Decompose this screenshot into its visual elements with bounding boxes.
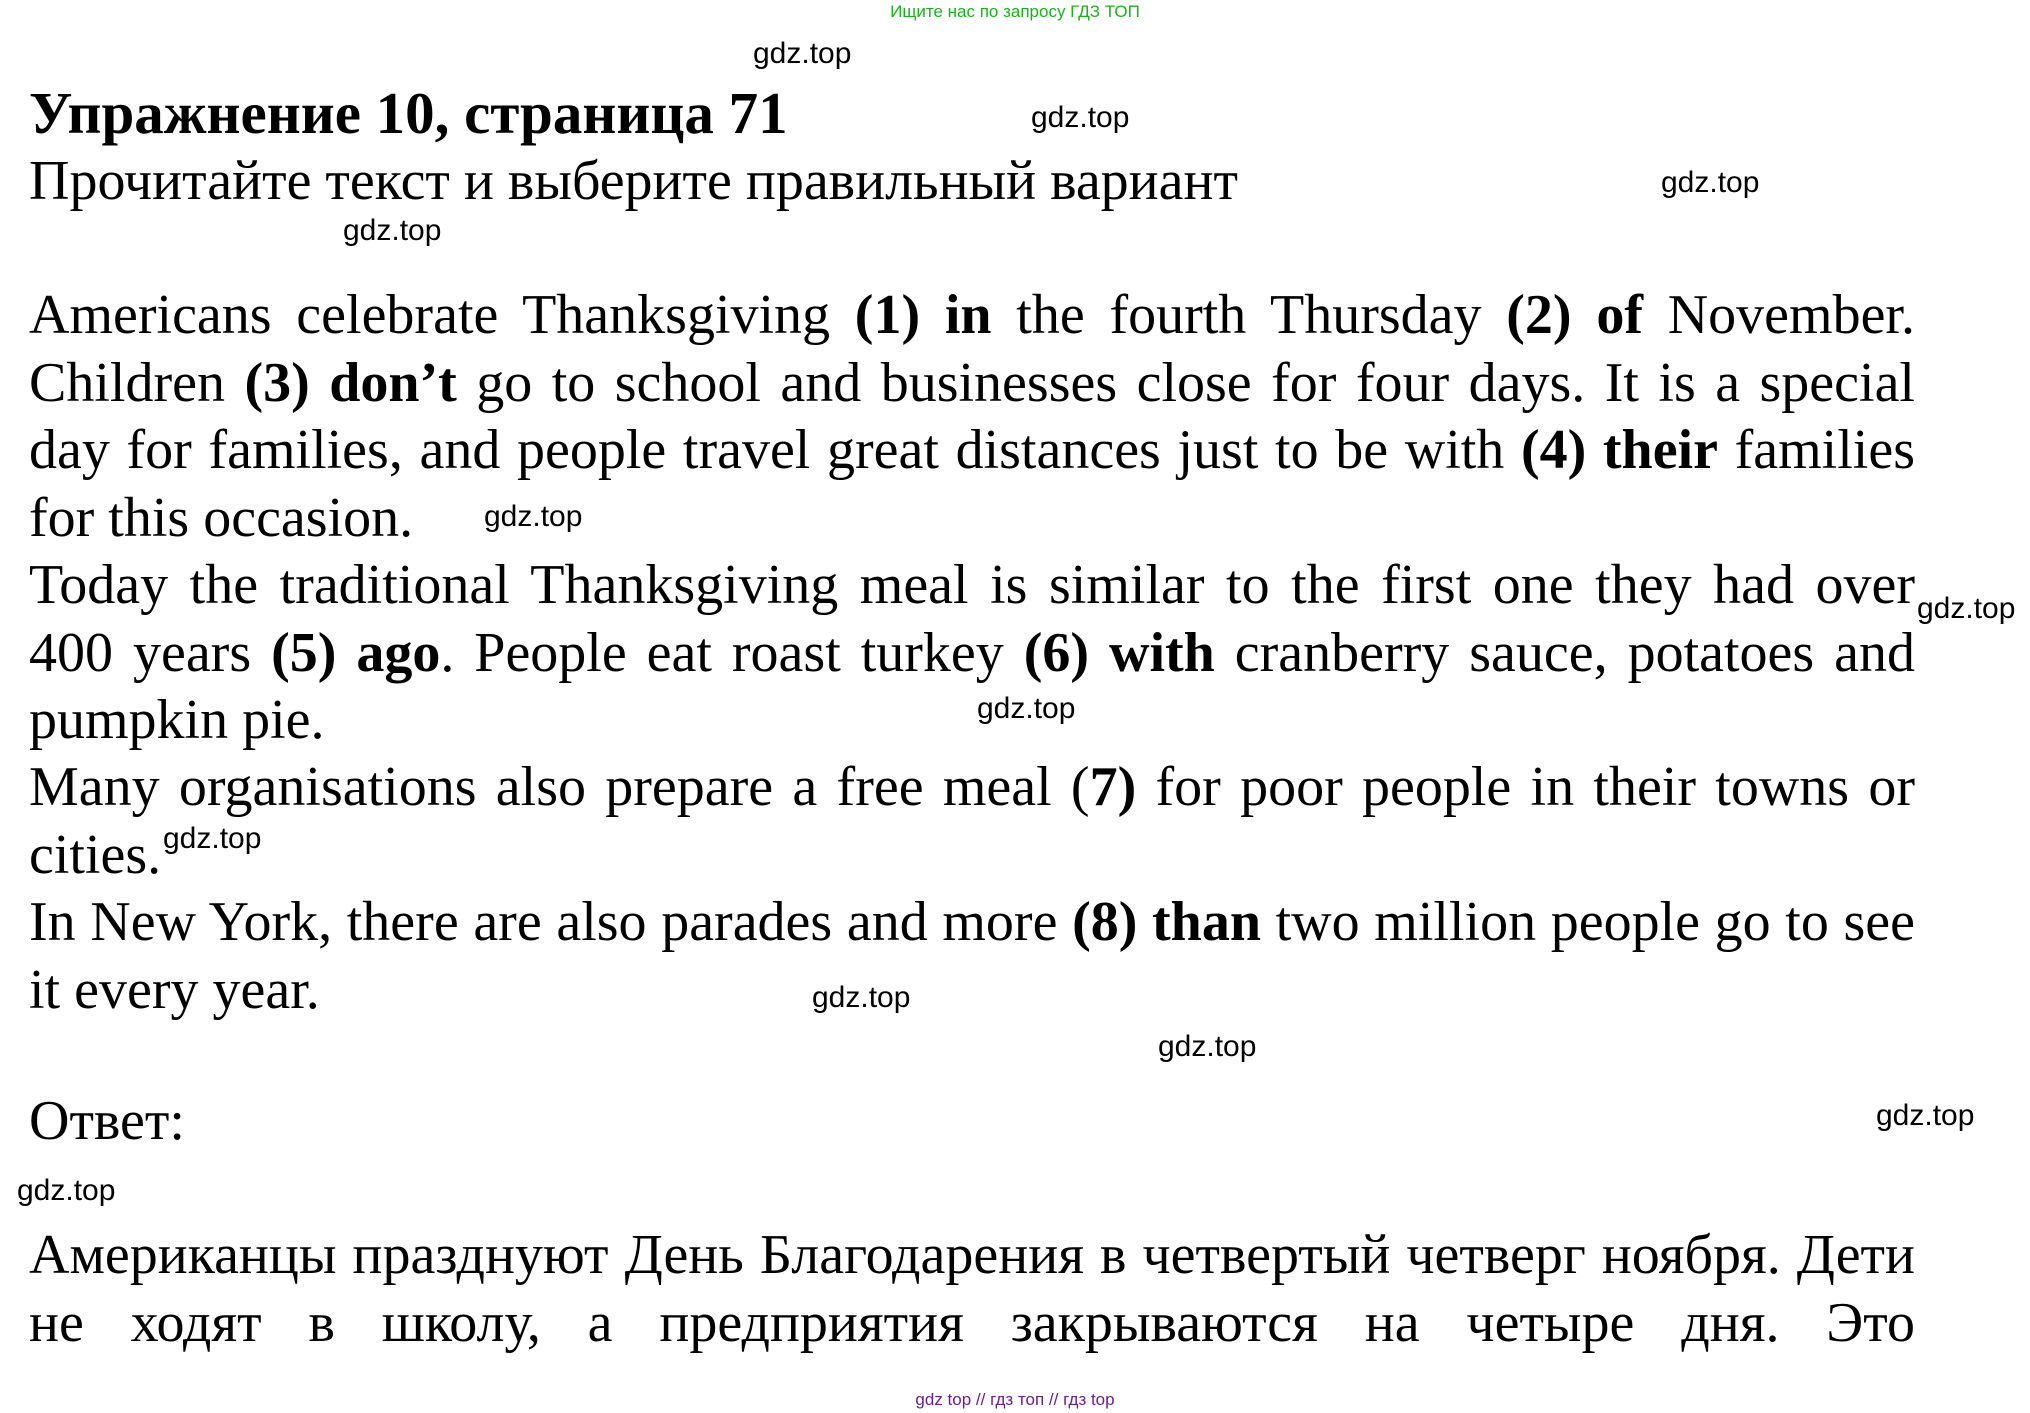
- watermark: gdz.top: [1031, 101, 1130, 134]
- watermark: gdz.top: [812, 981, 911, 1014]
- answer-8: (8) than: [1072, 891, 1261, 953]
- watermark: gdz.top: [343, 214, 442, 247]
- answer-3: (3) don’t: [244, 351, 457, 414]
- top-banner-link[interactable]: Ищите нас по запросу ГДЗ ТОП: [890, 2, 1140, 21]
- answer-1: (1) in: [854, 284, 992, 346]
- answer-5: (5) ago: [271, 621, 441, 684]
- watermark: gdz.top: [1917, 592, 2016, 625]
- translation-text: Американцы празднуют День Благодарения в четвертый четверг ноября. Дети не ходят в школу, а предприятия закрываются на четыре дня. Это: [29, 1224, 1915, 1354]
- text-paragraph-4: In New York, there are also parades and more (8) than two million people go to see it every year.: [29, 891, 1916, 1021]
- watermark: gdz.top: [484, 500, 583, 533]
- text-paragraph-3: Many organisations also prepare a free meal (7) for poor people in their towns or cities.: [29, 756, 1915, 886]
- footer-links[interactable]: gdz top // гдз топ // гдз top: [915, 1390, 1115, 1409]
- exercise-instruction: Прочитайте текст и выберите правильный вариант: [29, 150, 1238, 212]
- exercise-title: Упражнение 10, страница 71: [29, 80, 788, 146]
- watermark: gdz.top: [1876, 1099, 1975, 1132]
- watermark: gdz.top: [17, 1174, 116, 1207]
- answer-6: (6) with: [1023, 621, 1215, 684]
- text-paragraph-2: Today the traditional Thanksgiving meal is similar to the first one they had over 400 years (5) ago. People eat roast turkey (6) with cranberry sauce, potatoes and pumpkin pie.: [29, 554, 1916, 751]
- watermark: gdz.top: [1158, 1030, 1257, 1063]
- watermark: gdz.top: [977, 692, 1076, 725]
- answer-label: Ответ:: [29, 1090, 185, 1152]
- text-paragraph-1: Americans celebrate Thanksgiving (1) in the fourth Thursday (2) of November. Children (3) don’t go to school and businesses close for four days. It is a special day for families, and people travel great distances just to be with (4) their families for this occasion.: [29, 284, 1916, 549]
- watermark: gdz.top: [163, 822, 262, 855]
- answer-4: (4) their: [1520, 419, 1718, 481]
- answer-2: (2) of: [1506, 284, 1643, 346]
- watermark: gdz.top: [753, 37, 852, 70]
- answer-7: 7): [1089, 756, 1137, 818]
- watermark: gdz.top: [1661, 166, 1760, 199]
